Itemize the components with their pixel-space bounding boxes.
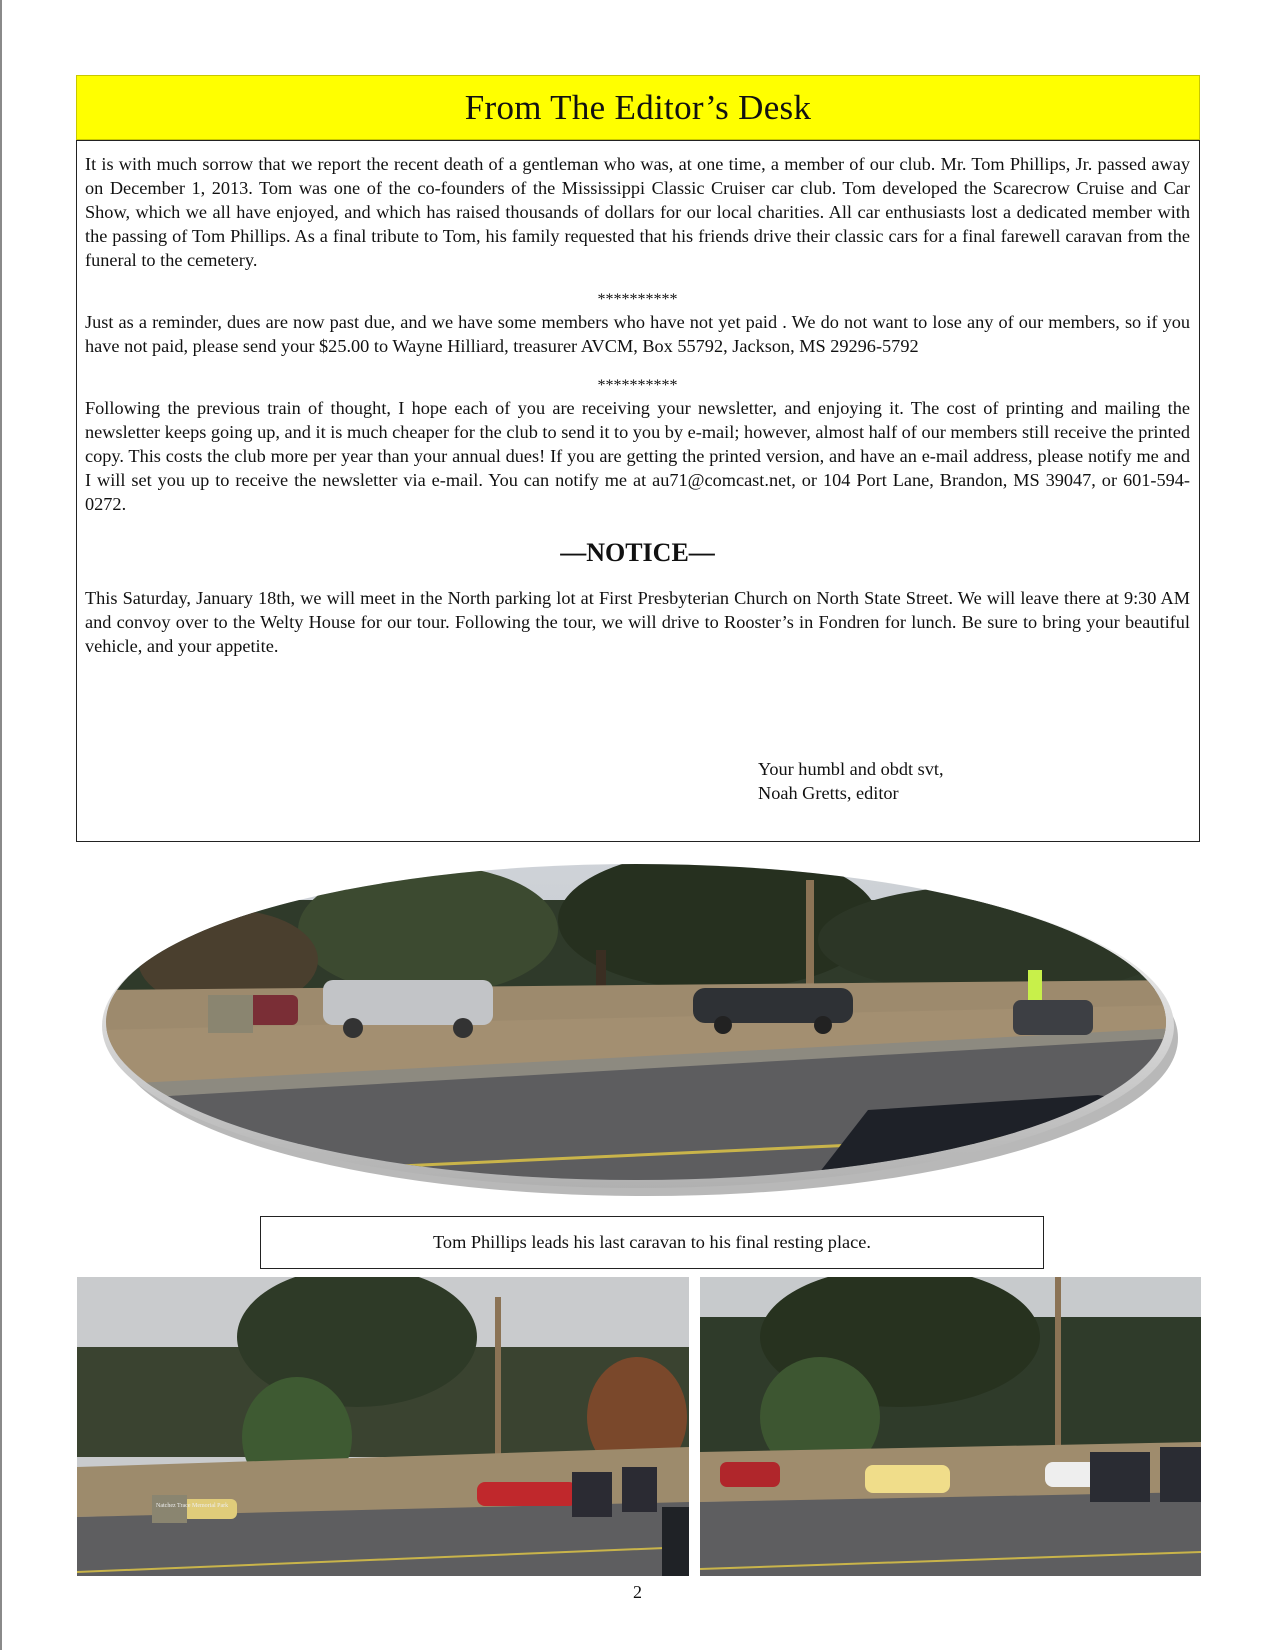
- photo-caravan-left: [77, 1277, 689, 1576]
- notice-heading: —NOTICE—: [560, 538, 715, 567]
- signoff-line: Your humbl and obdt svt,: [758, 759, 944, 779]
- paragraph-obituary: It is with much sorrow that we report the recent death of a gentleman who was, at one time, a member of our club. Mr. Tom Phillips, Jr. passed away on December 1, 2013. Tom was one of the co-founders of the Mississippi Classic Cruiser car club. Tom developed the Scarecrow Cruise and Car Show, which we all have enjoyed, and which has raised thousands of dollars for our local charities. All car enthusiasts lost a dedicated member with the passing of Tom Phillips. As a final tribute to Tom, his family requested that his friends drive their classic cars for a final farewell caravan from the funeral to the cemetery.: [85, 154, 1190, 270]
- paragraph-dues: Just as a reminder, dues are now past due, and we have some members who have not yet paid . We do not want to lose any of our members, so if you have not paid, please send your $25.00 to Wayne Hilliard, treasurer AVCM, Box 55792, Jackson, MS 29296-5792: [85, 312, 1190, 356]
- page-title: From The Editor’s Desk: [464, 87, 812, 127]
- page-edge-rule: [0, 0, 2, 1650]
- paragraph-newsletter: Following the previous train of thought, I hope each of you are receiving your newsletter, and enjoying it. The cost of printing and mailing the newsletter keeps going up, and it is much cheaper for the club to send it to you by e-mail; however, almost half of our members still receive the printed copy. This costs the club more per year than your annual dues! If you are getting the printed version, and have an e-mail address, please notify me and I will set you up to receive the newsletter via e-mail. You can notify me at au71@comcast.net, or 104 Port Lane, Brandon, MS 39047, or 601-594-0272.: [85, 398, 1190, 514]
- editor-name: Noah Gretts, editor: [758, 783, 899, 803]
- caption-text: Tom Phillips leads his last caravan to his final resting place.: [433, 1232, 871, 1252]
- photo-caravan-right: [700, 1277, 1201, 1576]
- editor-letter-box: [76, 140, 1200, 842]
- paragraph-notice: This Saturday, January 18th, we will meet in the North parking lot at First Presbyterian Church on North State Street. We will leave there at 9:30 AM and convoy over to the Welty House for our tour. Following the tour, we will drive to Rooster’s in Fondren for lunch. Be sure to bring your beautiful vehicle, and your appetite.: [85, 588, 1190, 656]
- oval-caravan-photo: [98, 860, 1178, 1200]
- page-number: 2: [633, 1582, 642, 1602]
- separator-stars: **********: [597, 377, 678, 394]
- cemetery-sign-text: Natchez Trace Memorial Park: [156, 1503, 229, 1509]
- section-header: [76, 75, 1200, 140]
- signature-block: [758, 757, 944, 805]
- photo-caption: [260, 1216, 1044, 1269]
- separator-stars: **********: [597, 291, 678, 308]
